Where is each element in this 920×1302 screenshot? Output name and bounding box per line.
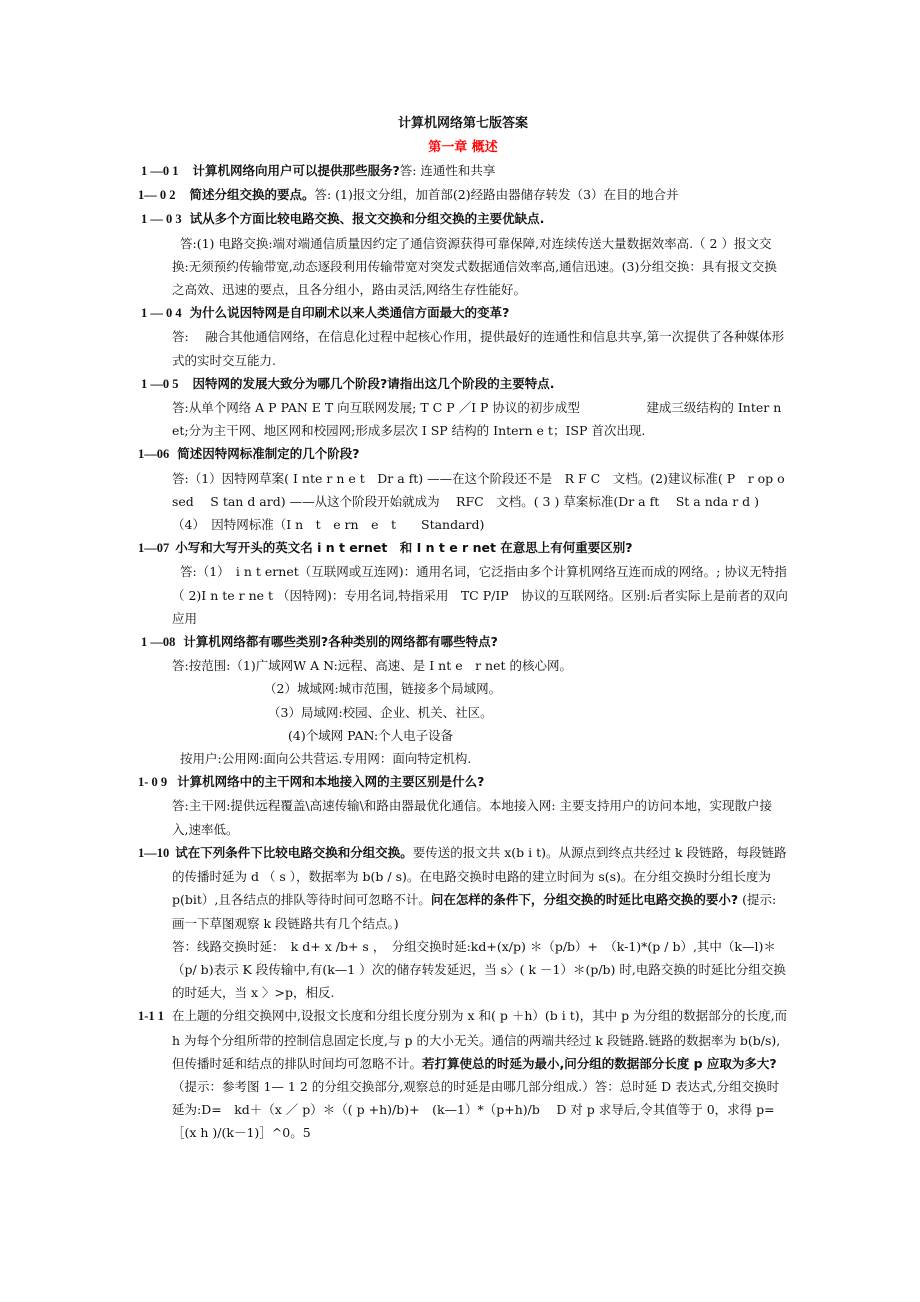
- question-1-01: [138, 159, 788, 183]
- question-1-09: [138, 770, 788, 794]
- answer-text: 答:从单个网络 A P PAN E T 向互联网发展; T C P ／I P 协议的初步成型 建成三级结构的 Inter n et;分为主干网、地区网和校园网;形成多层次 I SP 结构的 Intern e t；ISP 首次出现.: [172, 400, 782, 439]
- question-text-bold: 试在下列条件下比较电路交换和分组交换。: [175, 844, 413, 860]
- question-text: 要传送的报文共 x(b i t)。从源点到终点共经过 k 段链路，每段链路的传播时延为 d （ s ），数据率为 b(b / s)。在电路交换时电路的建立时间为 s(s)。在分组交换时分组长度为 p(bit）,且各结点的排队等待时间可忽略不计。: [172, 844, 787, 908]
- chapter-title: 第一章 概述: [428, 140, 498, 155]
- question-number: 1 —0 5: [141, 376, 179, 391]
- answer-text: 答: 连通性和共享: [399, 163, 496, 178]
- question-text: 计算机网络都有哪些类别?各种类别的网络都有哪些特点?: [183, 634, 498, 650]
- answer-line: 答:按范围:（1)广域网W A N:远程、高速、是 I nt e r net 的核心网。: [172, 658, 573, 674]
- answer-text: （提示：参考图 1— 1 2 的分组交换部分,观察总的时延是由哪几部分组成.）答：总时延 D 表达式,分组交换时延为:D= kd＋（x ／ p）＊（( p +h)/b)+ (k—1）*（p+h)/b D 对 p 求导后,令其值等于 0，求得 p=［(x h )/(k－1)］^0。5: [172, 1078, 780, 1141]
- question-text: 简述分组交换的要点。: [189, 187, 315, 203]
- question-text: 因特网的发展大致分为哪几个阶段?请指出这几个阶段的主要特点.: [192, 375, 555, 391]
- question-text: 计算机网络向用户可以提供那些服务?: [192, 163, 400, 178]
- answer-text: 答:（1） i n t ernet（互联网或互连网)：通用名词，它泛指由多个计算机网络互连而成的网络。; 协议无特指（ 2)I n te r ne t （因特网)：专用名词,特指采用 TC P/IP 协议的互联网络。区别:后者实际上是前者的双向应用: [172, 564, 788, 626]
- question-number: 1- 0 9: [138, 775, 168, 790]
- question-number: 1—06: [138, 447, 170, 462]
- question-1-02: [138, 183, 788, 207]
- question-text: 简述因特网标准制定的几个阶段?: [177, 446, 360, 462]
- question-number: 1 —0 1: [141, 164, 179, 178]
- question-number: 1-1 1: [138, 1009, 165, 1024]
- question-text-bold: 问在怎样的条件下，分组交换的时延比电路交换的要小?: [430, 892, 739, 908]
- question-text: 在上题的分组交换网中,设报文长度和分组长度分别为 x 和( p ＋h）(b i t)，其中 p 为分组的数据部分的长度,而 h 为每个分组所带的控制信息固定长度,与 p 的大小无关。通信的两端共经过 k 段链路.链路的数据率为 b(b/s),但传播时延和结点的排队时间均可忽略不计。: [172, 1008, 788, 1071]
- document-page: [138, 112, 788, 1145]
- question-1-05: [138, 372, 788, 396]
- question-1-06: [138, 442, 788, 466]
- question-number: 1—10: [138, 845, 170, 860]
- answer-text: 答:主干网:提供远程覆盖\高速传输\和路由器最优化通信。本地接入网: 主要支持用户的访问本地，实现散户接入,速率低。: [172, 798, 773, 837]
- question-1-10: [138, 841, 788, 935]
- question-text: 试从多个方面比较电路交换、报文交换和分组交换的主要优缺点.: [189, 211, 545, 227]
- question-text: 计算机网络中的主干网和本地接入网的主要区别是什么?: [177, 774, 485, 790]
- question-1-04: [138, 301, 788, 325]
- answer-line: 按用户:公用网:面向公共营运.专用网：面向特定机构.: [180, 751, 472, 767]
- answer-line: （3）局域网:校园、企业、机关、社区。: [268, 704, 493, 720]
- question-text: 小写和大写开头的英文名 i n t ernet 和 I n t e r net 在意思上有何重要区别?: [175, 540, 633, 556]
- question-number: 1 — 0 3: [141, 212, 182, 227]
- answer-text: 答: 融合其他通信网络，在信息化过程中起核心作用，提供最好的连通性和信息共享,第一次提供了各种媒体形式的实时交互能力.: [172, 329, 785, 368]
- answer-line: (4)个域网 PAN:个人电子设备: [288, 727, 454, 743]
- question-1-03: [138, 207, 788, 231]
- answer-text: 答: (1)报文分组，加首部(2)经路由器储存转发（3）在目的地合并: [314, 187, 679, 203]
- answer-text: 答：线路交换时延： k d+ x /b+ s ， 分组交换时延:kd+(x/p) ＊（p/b）+ （k-1)*(p / b）,其中（k—l)＊（p/ b)表示 K 段传输中,有(k—1 ）次的储存转发延迟，当 s〉( k －1）＊(p/b) 时,电路交换的时延比分组交换的时延大，当 x 〉>p，相反.: [172, 938, 786, 1001]
- question-1-08: [138, 630, 788, 654]
- question-text-bold: 若打算使总的时延为最小,问分组的数据部分长度 p 应取为多大?: [422, 1055, 777, 1071]
- question-number: 1— 0 2: [138, 188, 176, 203]
- answer-text: 答:（1）因特网草案( I nte r n e t Dr a ft) ——在这个阶段还不是 R F C 文档。(2)建议标准( P r op o sed S tan d ard) ——从这个阶段开始就成为 RFC 文档。( 3 ) 草案标准(Dr a ft St a nda r d ) （4） 因特网标准（I n t e rn e t Standard): [172, 470, 785, 533]
- question-number: 1 —08: [141, 635, 176, 650]
- document-title: 计算机网络第七版答案: [397, 116, 528, 131]
- answer-line: （2）城域网:城市范围，链接多个局域网。: [264, 681, 502, 697]
- question-1-07: [138, 536, 788, 560]
- question-text: (提示:画一下草图观察 k 段链路共有几个结点。): [172, 892, 777, 931]
- question-text: 为什么说因特网是自印刷术以来人类通信方面最大的变革?: [189, 305, 510, 321]
- question-1-11: [138, 1004, 788, 1144]
- question-number: 1—07: [138, 541, 170, 556]
- question-number: 1 — 0 4: [141, 306, 182, 321]
- answer-text: 答:(1) 电路交换:端对端通信质量因约定了通信资源获得可靠保障,对连续传送大量数据效率高.（ 2 ）报文交换:无须预约传输带宽,动态逐段利用传输带宽对突发式数据通信效率高,通信迅速。(3)分组交换：具有报文交换之高效、迅速的要点，且各分组小，路由灵活,网络生存性能好。: [172, 235, 777, 298]
